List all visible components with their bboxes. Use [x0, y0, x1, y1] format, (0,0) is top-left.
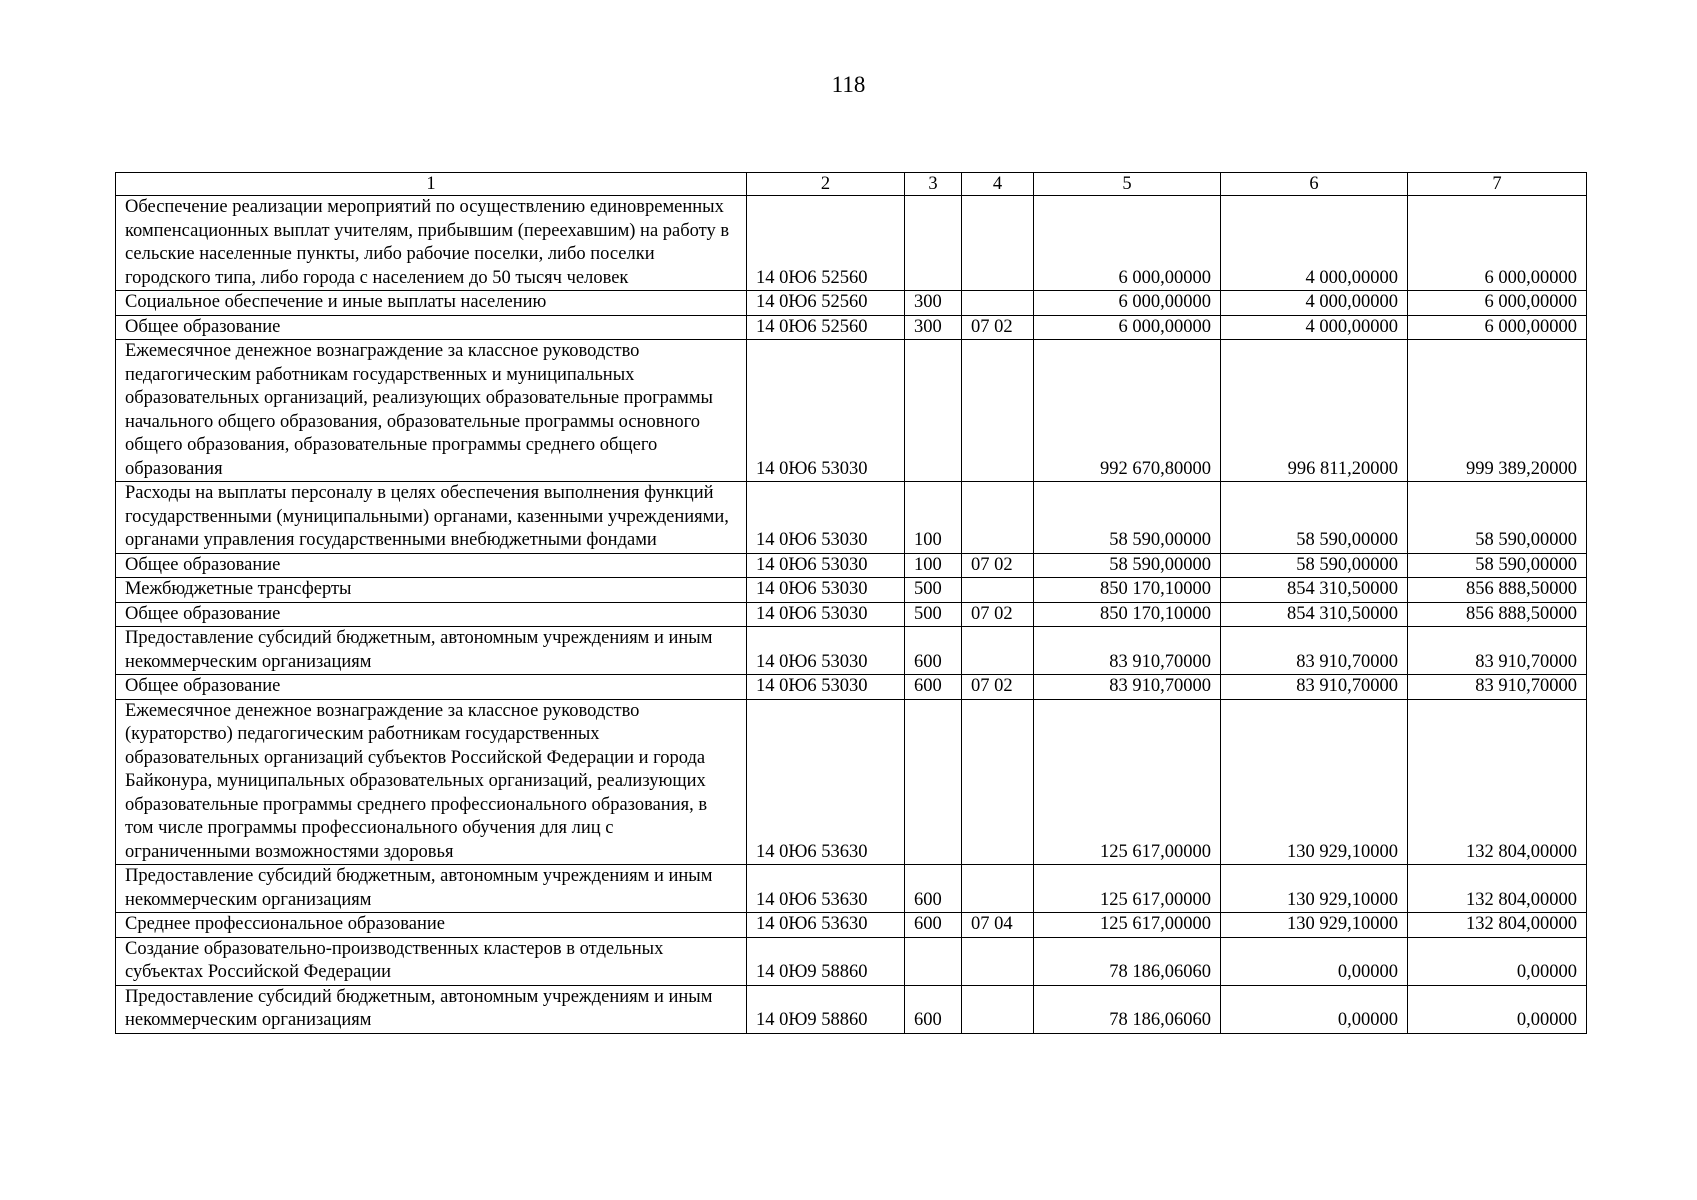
row-target-article-code: 14 0Ю6 53030	[747, 578, 905, 603]
row-section-code	[962, 482, 1034, 554]
table-row	[116, 985, 1587, 1033]
table-row	[116, 699, 1587, 865]
row-target-article-code: 14 0Ю6 52560	[747, 196, 905, 291]
row-expense-type-code: 600	[905, 675, 962, 700]
row-amount-col5: 6 000,00000	[1034, 291, 1221, 316]
column-header-6: 6	[1221, 173, 1408, 196]
table-header-row	[116, 173, 1587, 196]
row-target-article-code: 14 0Ю6 53030	[747, 602, 905, 627]
row-amount-col7: 6 000,00000	[1408, 196, 1587, 291]
column-header-5: 5	[1034, 173, 1221, 196]
table-row	[116, 913, 1587, 938]
row-amount-col7: 132 804,00000	[1408, 699, 1587, 865]
table-row	[116, 291, 1587, 316]
row-target-article-code: 14 0Ю6 53030	[747, 482, 905, 554]
row-amount-col6: 0,00000	[1221, 985, 1408, 1033]
row-amount-col7: 0,00000	[1408, 985, 1587, 1033]
row-amount-col6: 854 310,50000	[1221, 602, 1408, 627]
row-name: Общее образование	[116, 553, 747, 578]
row-section-code	[962, 340, 1034, 482]
row-amount-col5: 125 617,00000	[1034, 865, 1221, 913]
row-amount-col5: 125 617,00000	[1034, 913, 1221, 938]
row-amount-col5: 125 617,00000	[1034, 699, 1221, 865]
row-section-code: 07 02	[962, 602, 1034, 627]
row-target-article-code: 14 0Ю6 53630	[747, 913, 905, 938]
row-target-article-code: 14 0Ю6 53030	[747, 340, 905, 482]
row-section-code	[962, 865, 1034, 913]
row-name: Предоставление субсидий бюджетным, автономным учреждениям и иным некоммерческим организациям	[116, 627, 747, 675]
row-amount-col6: 4 000,00000	[1221, 291, 1408, 316]
row-amount-col7: 58 590,00000	[1408, 482, 1587, 554]
row-amount-col6: 854 310,50000	[1221, 578, 1408, 603]
row-amount-col5: 78 186,06060	[1034, 985, 1221, 1033]
row-amount-col5: 58 590,00000	[1034, 482, 1221, 554]
table-row	[116, 937, 1587, 985]
row-amount-col7: 999 389,20000	[1408, 340, 1587, 482]
row-section-code	[962, 196, 1034, 291]
row-expense-type-code: 100	[905, 553, 962, 578]
row-name: Общее образование	[116, 675, 747, 700]
row-expense-type-code	[905, 699, 962, 865]
row-amount-col7: 6 000,00000	[1408, 291, 1587, 316]
row-amount-col5: 6 000,00000	[1034, 196, 1221, 291]
row-section-code	[962, 627, 1034, 675]
row-section-code	[962, 578, 1034, 603]
row-section-code	[962, 291, 1034, 316]
row-name: Межбюджетные трансферты	[116, 578, 747, 603]
row-target-article-code: 14 0Ю6 52560	[747, 291, 905, 316]
row-section-code	[962, 937, 1034, 985]
row-name: Обеспечение реализации мероприятий по осуществлению единовременных компенсационных выплат учителям, прибывшим (переехавшим) на работу в сельские населенные пункты, либо рабочие поселки, либо поселки городского типа, либо города с населением до 50 тысяч человек	[116, 196, 747, 291]
row-expense-type-code	[905, 937, 962, 985]
column-header-7: 7	[1408, 173, 1587, 196]
row-expense-type-code	[905, 340, 962, 482]
row-expense-type-code	[905, 196, 962, 291]
row-expense-type-code: 600	[905, 865, 962, 913]
page-number: 118	[831, 72, 866, 97]
row-amount-col6: 4 000,00000	[1221, 315, 1408, 340]
row-name: Предоставление субсидий бюджетным, автономным учреждениям и иным некоммерческим организациям	[116, 865, 747, 913]
row-amount-col5: 850 170,10000	[1034, 578, 1221, 603]
row-name: Общее образование	[116, 602, 747, 627]
table-row	[116, 602, 1587, 627]
row-amount-col7: 856 888,50000	[1408, 602, 1587, 627]
column-header-3: 3	[905, 173, 962, 196]
row-target-article-code: 14 0Ю6 52560	[747, 315, 905, 340]
row-section-code: 07 02	[962, 675, 1034, 700]
row-target-article-code: 14 0Ю6 53030	[747, 675, 905, 700]
row-name: Социальное обеспечение и иные выплаты населению	[116, 291, 747, 316]
row-expense-type-code: 600	[905, 913, 962, 938]
row-name: Расходы на выплаты персоналу в целях обеспечения выполнения функций государственными (муниципальными) органами, казенными учреждениями, органами управления государственными внебюджетными фондами	[116, 482, 747, 554]
row-target-article-code: 14 0Ю6 53030	[747, 553, 905, 578]
row-target-article-code: 14 0Ю6 53030	[747, 627, 905, 675]
row-amount-col6: 130 929,10000	[1221, 699, 1408, 865]
column-header-4: 4	[962, 173, 1034, 196]
row-expense-type-code: 300	[905, 291, 962, 316]
budget-table	[115, 172, 1587, 1034]
row-amount-col5: 78 186,06060	[1034, 937, 1221, 985]
row-amount-col7: 58 590,00000	[1408, 553, 1587, 578]
row-expense-type-code: 600	[905, 985, 962, 1033]
row-expense-type-code: 500	[905, 602, 962, 627]
table-row	[116, 482, 1587, 554]
row-amount-col6: 130 929,10000	[1221, 913, 1408, 938]
row-name: Ежемесячное денежное вознаграждение за классное руководство (кураторство) педагогическим работникам государственных образовательных организаций субъектов Российской Федерации и города Байконура, муниципальных образовательных организаций, реализующих образовательные программы среднего профессионального образования, в том числе программы профессионального обучения для лиц с ограниченными возможностями здоровья	[116, 699, 747, 865]
row-amount-col6: 0,00000	[1221, 937, 1408, 985]
row-target-article-code: 14 0Ю6 53630	[747, 865, 905, 913]
row-expense-type-code: 500	[905, 578, 962, 603]
row-amount-col6: 83 910,70000	[1221, 675, 1408, 700]
row-amount-col7: 0,00000	[1408, 937, 1587, 985]
table-row	[116, 196, 1587, 291]
column-header-1: 1	[116, 173, 747, 196]
table-row	[116, 315, 1587, 340]
column-header-2: 2	[747, 173, 905, 196]
row-section-code: 07 02	[962, 315, 1034, 340]
row-amount-col6: 83 910,70000	[1221, 627, 1408, 675]
row-expense-type-code: 300	[905, 315, 962, 340]
row-amount-col5: 850 170,10000	[1034, 602, 1221, 627]
table-row	[116, 627, 1587, 675]
row-amount-col5: 992 670,80000	[1034, 340, 1221, 482]
row-amount-col7: 132 804,00000	[1408, 865, 1587, 913]
row-amount-col6: 58 590,00000	[1221, 482, 1408, 554]
row-section-code	[962, 699, 1034, 865]
row-amount-col7: 856 888,50000	[1408, 578, 1587, 603]
row-amount-col7: 83 910,70000	[1408, 675, 1587, 700]
row-amount-col7: 132 804,00000	[1408, 913, 1587, 938]
row-name: Ежемесячное денежное вознаграждение за классное руководство педагогическим работникам государственных и муниципальных образовательных организаций, реализующих образовательные программы начального общего образования, образовательные программы основного общего образования, образовательные программы среднего общего образования	[116, 340, 747, 482]
row-section-code: 07 04	[962, 913, 1034, 938]
row-target-article-code: 14 0Ю9 58860	[747, 985, 905, 1033]
row-amount-col5: 6 000,00000	[1034, 315, 1221, 340]
table-row	[116, 340, 1587, 482]
row-expense-type-code: 600	[905, 627, 962, 675]
row-amount-col7: 83 910,70000	[1408, 627, 1587, 675]
row-section-code: 07 02	[962, 553, 1034, 578]
row-target-article-code: 14 0Ю9 58860	[747, 937, 905, 985]
row-amount-col5: 83 910,70000	[1034, 675, 1221, 700]
table-row	[116, 553, 1587, 578]
row-amount-col6: 996 811,20000	[1221, 340, 1408, 482]
row-amount-col6: 4 000,00000	[1221, 196, 1408, 291]
row-name: Общее образование	[116, 315, 747, 340]
row-amount-col5: 58 590,00000	[1034, 553, 1221, 578]
row-target-article-code: 14 0Ю6 53630	[747, 699, 905, 865]
row-amount-col5: 83 910,70000	[1034, 627, 1221, 675]
row-amount-col6: 130 929,10000	[1221, 865, 1408, 913]
row-amount-col6: 58 590,00000	[1221, 553, 1408, 578]
table-row	[116, 675, 1587, 700]
row-name: Предоставление субсидий бюджетным, автономным учреждениям и иным некоммерческим организациям	[116, 985, 747, 1033]
row-name: Создание образовательно-производственных кластеров в отдельных субъектах Российской Федерации	[116, 937, 747, 985]
table-row	[116, 865, 1587, 913]
row-name: Среднее профессиональное образование	[116, 913, 747, 938]
row-amount-col7: 6 000,00000	[1408, 315, 1587, 340]
row-section-code	[962, 985, 1034, 1033]
table-row	[116, 578, 1587, 603]
row-expense-type-code: 100	[905, 482, 962, 554]
